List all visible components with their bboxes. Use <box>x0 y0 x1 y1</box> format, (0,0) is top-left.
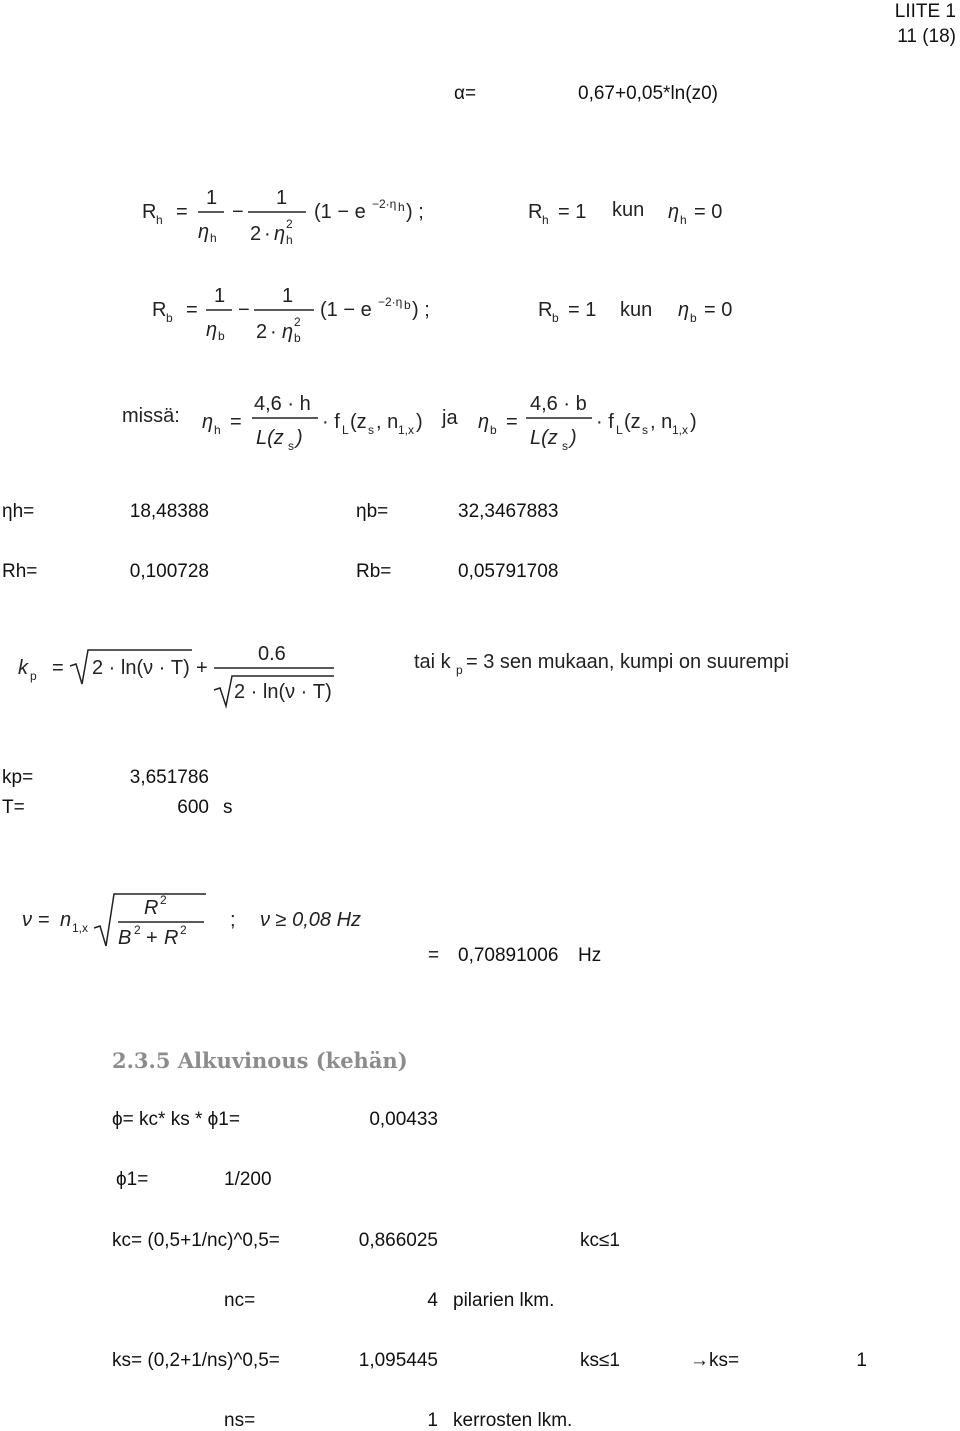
svg-text:b: b <box>218 329 225 343</box>
svg-text:b: b <box>404 298 411 312</box>
ks-condition: ks≤1 <box>580 1350 620 1371</box>
rh-value: 0,100728 <box>129 561 209 582</box>
nc-note: pilarien lkm. <box>453 1290 555 1311</box>
svg-text:h: h <box>680 213 687 227</box>
svg-text:= 3 sen mukaan, kumpi on suure: = 3 sen mukaan, kumpi on suurempi <box>466 651 789 673</box>
svg-text:L(z: L(z <box>256 427 284 449</box>
svg-text:4,6 · b: 4,6 · b <box>530 393 587 415</box>
svg-text:= 0: = 0 <box>704 299 733 321</box>
eta-b-label: ηb= <box>356 501 389 522</box>
svg-text:= 0: = 0 <box>694 201 723 223</box>
kp-label: kp= <box>2 767 34 788</box>
svg-text:1: 1 <box>206 187 218 209</box>
svg-text:· f: · f <box>322 411 340 433</box>
svg-text:, n: , n <box>376 411 399 433</box>
rh-label: Rh= <box>2 561 38 582</box>
svg-text:2: 2 <box>160 893 167 907</box>
svg-text:(z: (z <box>624 411 641 433</box>
svg-text:η: η <box>668 201 680 223</box>
svg-text:): ) <box>570 427 577 449</box>
svg-text:=: = <box>38 909 50 931</box>
svg-text:s: s <box>562 439 568 453</box>
phi-label: ϕ= kc* ks * ϕ1= <box>112 1109 240 1130</box>
svg-text:(z: (z <box>350 411 367 433</box>
svg-text:p: p <box>456 663 463 677</box>
svg-text:η: η <box>274 223 286 245</box>
svg-text:R: R <box>152 299 167 321</box>
svg-text:−2·η: −2·η <box>378 295 403 309</box>
svg-text:h: h <box>286 233 293 247</box>
svg-text:R: R <box>142 201 157 223</box>
svg-text:2: 2 <box>256 321 268 343</box>
svg-text:2 · ln(ν · T): 2 · ln(ν · T) <box>92 657 190 679</box>
kp-value: 3,651786 <box>129 767 209 788</box>
alpha-label: α= <box>454 83 477 104</box>
nc-value: 4 <box>427 1290 438 1311</box>
svg-text:B: B <box>118 927 132 949</box>
svg-text:k: k <box>18 657 28 679</box>
svg-text:h: h <box>214 423 221 437</box>
nu-value: 0,70891006 <box>458 945 559 966</box>
svg-text:ja: ja <box>442 407 458 429</box>
svg-text:4,6 · h: 4,6 · h <box>254 393 311 415</box>
svg-text:1,x: 1,x <box>72 921 89 935</box>
eta-formula-image <box>122 386 722 456</box>
svg-text:2 · ln(ν · T): 2 · ln(ν · T) <box>234 681 332 703</box>
ns-note: kerrosten lkm. <box>453 1410 573 1431</box>
svg-text:n: n <box>60 909 72 931</box>
svg-text:−: − <box>232 201 244 223</box>
svg-text:R: R <box>164 927 179 949</box>
svg-text:tai k: tai k <box>414 651 451 673</box>
nu-unit: Hz <box>578 945 602 966</box>
svg-text:s: s <box>642 423 648 437</box>
kc-condition: kc≤1 <box>580 1230 620 1251</box>
svg-text:·: · <box>270 321 277 343</box>
svg-text:1: 1 <box>282 285 294 307</box>
svg-text:R: R <box>538 299 553 321</box>
svg-text:L(z: L(z <box>530 427 558 449</box>
svg-text:2: 2 <box>134 923 141 937</box>
svg-text:=: = <box>506 411 518 433</box>
kp-formula-image <box>16 640 836 710</box>
ns-label: ns= <box>224 1410 256 1431</box>
ns-value: 1 <box>427 1410 438 1431</box>
svg-text:(1 − e: (1 − e <box>314 201 366 223</box>
svg-text:, n: , n <box>650 411 673 433</box>
svg-text:2: 2 <box>286 217 293 231</box>
svg-text:1,x: 1,x <box>672 423 689 437</box>
svg-text:1: 1 <box>214 285 226 307</box>
svg-text:·: · <box>264 223 271 245</box>
kc-label: kc= (0,5+1/nc)^0,5= <box>112 1230 280 1251</box>
svg-text:2: 2 <box>250 223 262 245</box>
svg-text:=: = <box>52 657 64 679</box>
phi1-label: ϕ1= <box>116 1169 149 1190</box>
svg-text:2: 2 <box>294 315 301 329</box>
page-number: 11 (18) <box>897 26 956 47</box>
svg-text:1,x: 1,x <box>398 423 415 437</box>
appendix-title: LIITE 1 <box>894 1 956 22</box>
svg-text:h: h <box>398 200 405 214</box>
svg-text:= 1: = 1 <box>568 299 597 321</box>
rh-formula-image <box>140 182 760 252</box>
svg-text:L: L <box>616 423 623 437</box>
svg-text:h: h <box>542 213 549 227</box>
svg-text:R: R <box>528 201 543 223</box>
svg-text:kun: kun <box>620 299 653 321</box>
svg-text:2: 2 <box>180 923 187 937</box>
svg-text:=: = <box>230 411 242 433</box>
svg-text:η: η <box>202 411 214 433</box>
svg-text:b: b <box>490 423 497 437</box>
svg-text:;: ; <box>230 909 236 931</box>
svg-text:η: η <box>678 299 690 321</box>
eta-b-value: 32,3467883 <box>458 501 559 522</box>
rb-label: Rb= <box>356 561 392 582</box>
svg-text:p: p <box>30 669 37 683</box>
svg-text:η: η <box>282 321 294 343</box>
svg-text:): ) <box>690 411 697 433</box>
svg-text:1: 1 <box>276 187 288 209</box>
ks-result-label: →ks= <box>690 1350 740 1371</box>
svg-text:b: b <box>166 311 173 325</box>
svg-text:· f: · f <box>596 411 614 433</box>
ks-result-value: 1 <box>856 1350 867 1371</box>
t-unit: s <box>223 797 233 818</box>
svg-text:kun: kun <box>612 199 645 221</box>
svg-text:=: = <box>176 201 188 223</box>
eta-h-label: ηh= <box>2 501 35 522</box>
eta-h-value: 18,48388 <box>129 501 209 522</box>
svg-text:) ;: ) ; <box>412 299 430 321</box>
svg-text:L: L <box>342 423 349 437</box>
section-heading: 2.3.5 Alkuvinous (kehän) <box>112 1048 408 1073</box>
phi1-value: 1/200 <box>224 1169 272 1190</box>
t-label: T= <box>2 797 25 818</box>
svg-text:missä:: missä: <box>122 405 180 427</box>
svg-text:s: s <box>368 423 374 437</box>
svg-text:+: + <box>196 657 208 679</box>
svg-text:−2·η: −2·η <box>372 197 397 211</box>
svg-text:−: − <box>238 299 250 321</box>
svg-text:) ;: ) ; <box>406 201 424 223</box>
svg-text:ν: ν <box>22 909 32 931</box>
svg-text:R: R <box>144 897 159 919</box>
svg-text:0.6: 0.6 <box>258 643 286 665</box>
svg-text:= 1: = 1 <box>558 201 587 223</box>
ks-value: 1,095445 <box>358 1350 438 1371</box>
ks-label: ks= (0,2+1/ns)^0,5= <box>112 1350 280 1371</box>
nu-formula-image <box>20 888 420 968</box>
svg-text:+: + <box>146 927 158 949</box>
svg-text:s: s <box>288 439 294 453</box>
svg-text:η: η <box>478 411 490 433</box>
nu-equals: = <box>428 945 440 966</box>
kc-value: 0,866025 <box>358 1230 438 1251</box>
svg-text:=: = <box>186 299 198 321</box>
alpha-value: 0,67+0,05*ln(z0) <box>578 83 718 104</box>
t-value: 600 <box>177 797 209 818</box>
svg-text:): ) <box>296 427 303 449</box>
svg-text:ν ≥ 0,08 Hz: ν ≥ 0,08 Hz <box>260 909 362 931</box>
svg-text:): ) <box>416 411 423 433</box>
rb-value: 0,05791708 <box>458 561 559 582</box>
svg-text:h: h <box>156 213 163 227</box>
phi-value: 0,00433 <box>369 1109 438 1130</box>
svg-text:b: b <box>294 331 301 345</box>
svg-text:b: b <box>690 311 697 325</box>
svg-text:η: η <box>198 221 210 243</box>
svg-text:h: h <box>210 231 217 245</box>
svg-text:(1 − e: (1 − e <box>320 299 372 321</box>
svg-text:η: η <box>206 319 218 341</box>
svg-text:b: b <box>552 311 559 325</box>
nc-label: nc= <box>224 1290 256 1311</box>
rb-formula-image <box>150 280 770 350</box>
